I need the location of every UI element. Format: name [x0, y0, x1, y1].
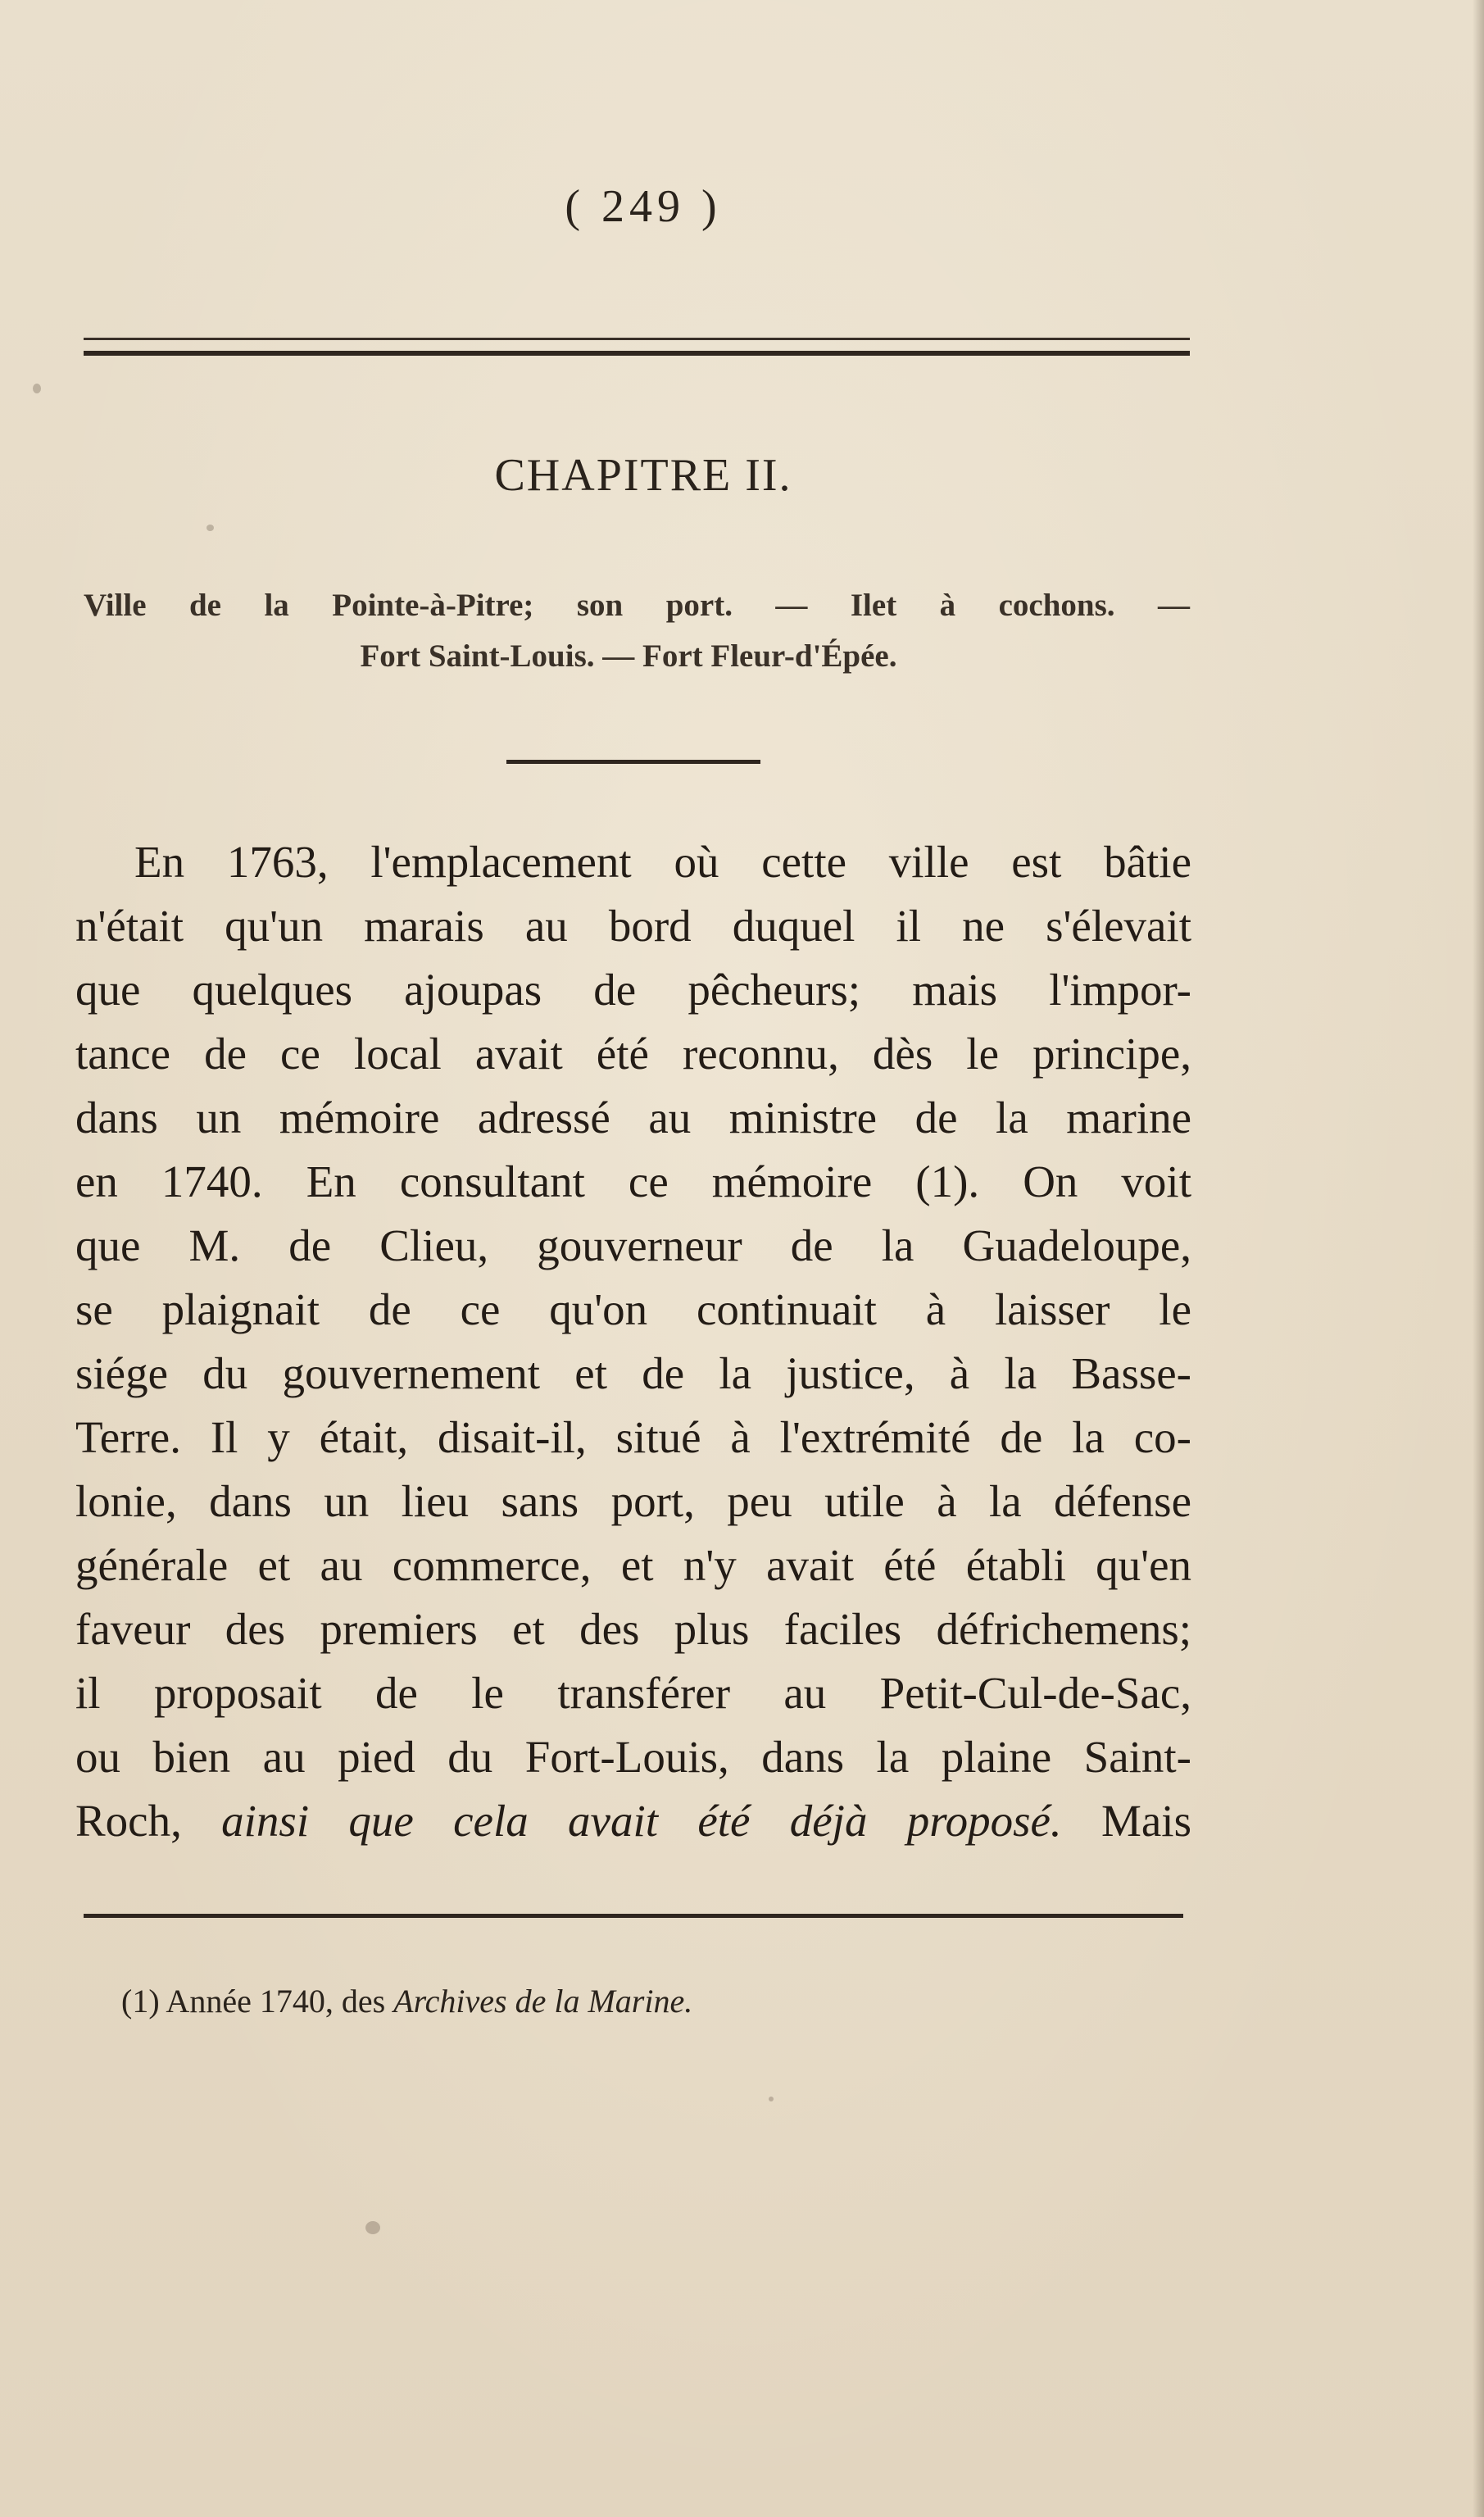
text-line: ou bien au pied du Fort-Louis, dans la plaine Saint-: [75, 1732, 1191, 1782]
italic-quote: ainsi que cela avait été déjà proposé.: [221, 1796, 1062, 1846]
page-number: ( 249 ): [565, 181, 722, 232]
text-line: lonie, dans un lieu sans port, peu utile à la défense: [75, 1476, 1191, 1526]
text-line: se plaignait de ce qu'on continuait à laisser le: [75, 1284, 1191, 1334]
text-line: il proposait de le transférer au Petit-Cul-de-Sac,: [75, 1668, 1191, 1718]
paper-spot: [769, 2097, 774, 2101]
section-divider: [506, 760, 760, 764]
page-edge-shadow: [1473, 0, 1484, 2517]
text-line: en 1740. En consultant ce mémoire (1). On voit: [75, 1156, 1191, 1206]
text-line-last: [75, 1789, 1191, 1853]
text-line: générale et au commerce, et n'y avait été établi qu'en: [75, 1540, 1191, 1590]
paper-spot: [365, 2221, 380, 2234]
footnote-source: Archives de la Marine.: [393, 1983, 693, 2020]
text-line: que M. de Clieu, gouverneur de la Guadeloupe,: [75, 1220, 1191, 1270]
text-segment: Roch,: [75, 1796, 222, 1846]
footnote-rule: [84, 1914, 1183, 1918]
summary-line: Fort Saint-Louis. — Fort Fleur-d'Épée.: [360, 638, 897, 674]
text-line: dans un mémoire adressé au ministre de la marine: [75, 1093, 1191, 1143]
text-line: En 1763, l'emplacement où cette ville est bâtie: [134, 837, 1191, 887]
text-line: n'était qu'un marais au bord duquel il ne s'élevait: [75, 901, 1191, 951]
paper-spot: [206, 525, 214, 531]
body-paragraph: [75, 830, 1191, 1853]
text-line: Terre. Il y était, disait-il, situé à l'extrémité de la co-: [75, 1412, 1191, 1462]
text-line: tance de ce local avait été reconnu, dès le principe,: [75, 1029, 1191, 1079]
summary-line: Ville de la Pointe-à-Pitre; son port. — Ilet à cochons. —: [84, 588, 1190, 623]
chapter-summary: [84, 580, 1190, 682]
header-rule: [84, 338, 1190, 357]
paper-spot: [33, 384, 41, 393]
text-segment: Mais: [1061, 1796, 1191, 1846]
text-line: siége du gouvernement et de la justice, à la Basse-: [75, 1348, 1191, 1398]
text-line: faveur des premiers et des plus faciles défrichemens;: [75, 1604, 1191, 1654]
chapter-title: CHAPITRE II.: [494, 450, 792, 501]
footnote: [121, 1979, 1105, 2024]
footnote-text: (1) Année 1740, des: [121, 1983, 394, 2020]
text-line: que quelques ajoupas de pêcheurs; mais l'impor-: [75, 965, 1191, 1015]
